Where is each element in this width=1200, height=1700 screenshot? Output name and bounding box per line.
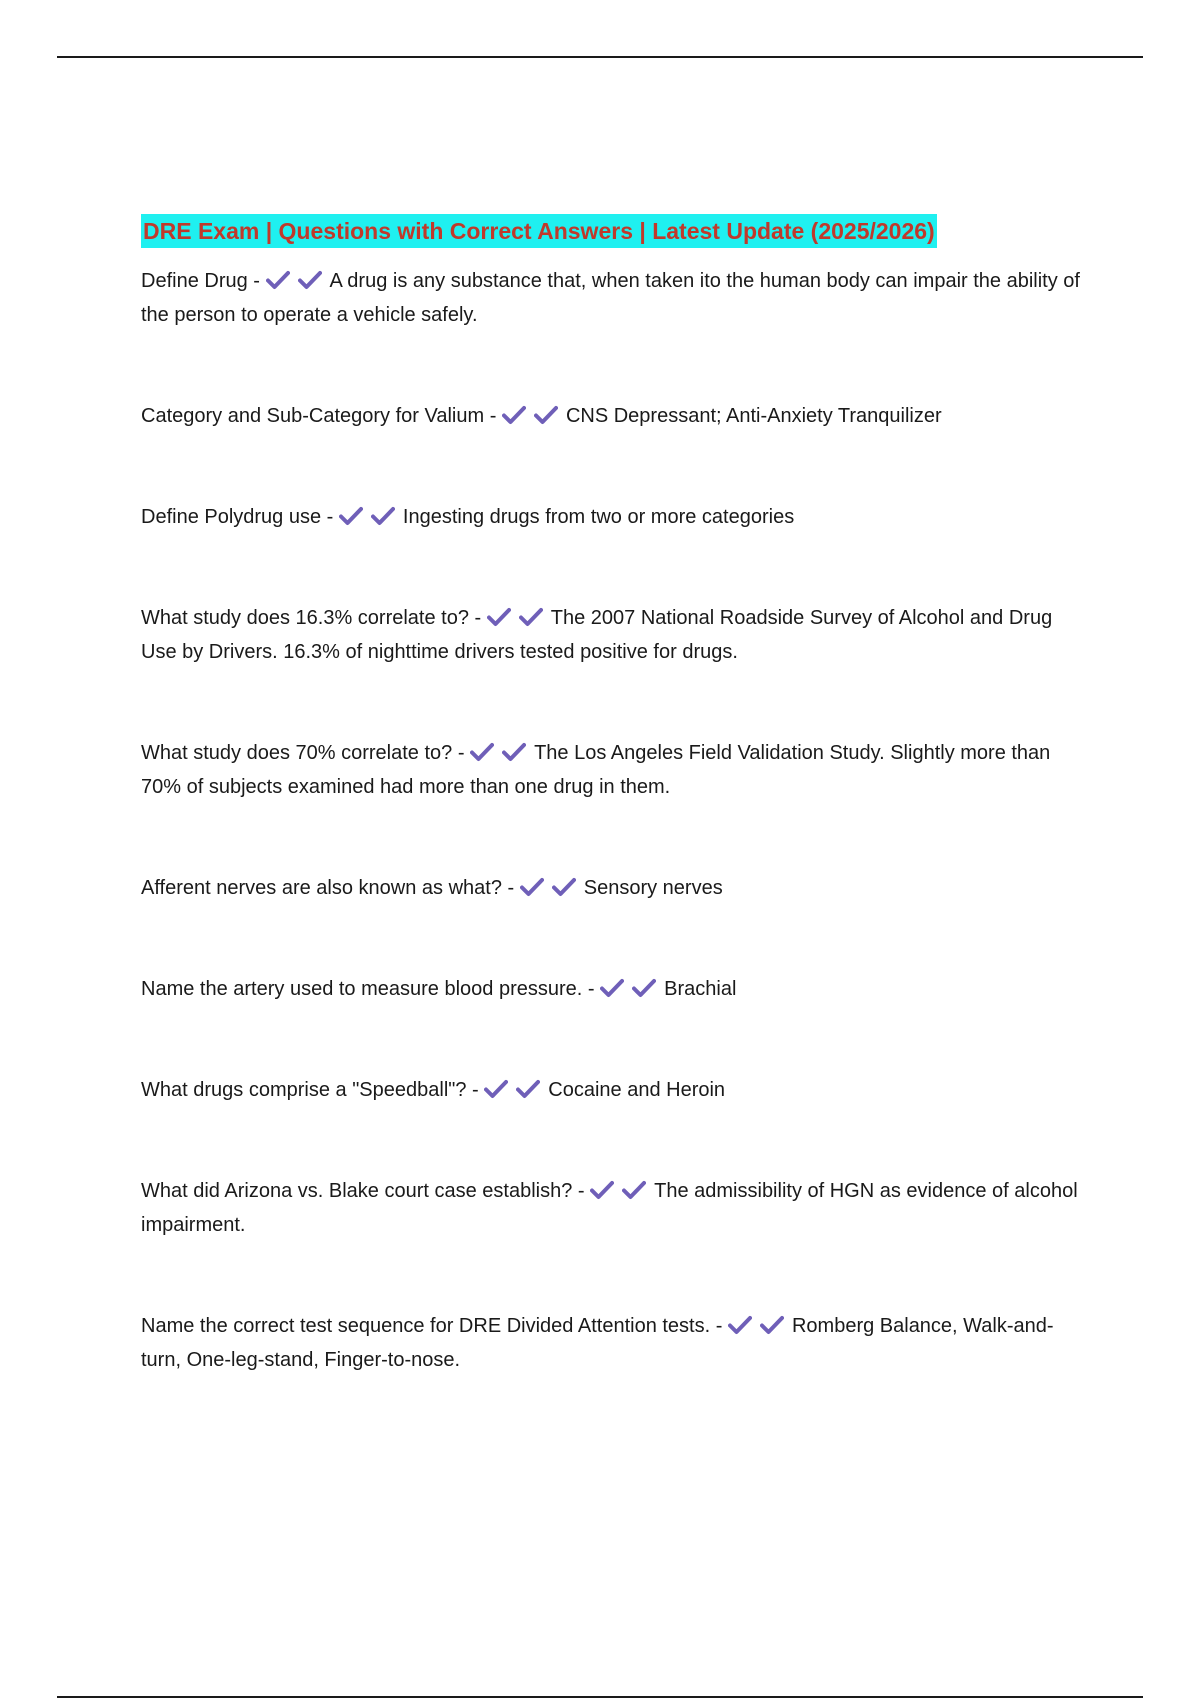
answer-text: Ingesting drugs from two or more categories (402, 506, 795, 528)
answer-text: Brachial (664, 978, 737, 1000)
question-text: Define Polydrug use (141, 506, 322, 528)
check-marks (470, 742, 534, 764)
question-text: Define Drug (141, 270, 248, 292)
answer-text: The Los Angeles Field Validation Study. Slightly more than 70% of subjects examined had more than one drug in them. (141, 742, 1051, 798)
check-marks (600, 978, 664, 1000)
answer-text: The admissibility of HGN as evidence of alcohol impairment. (141, 1180, 1078, 1236)
qa-item (141, 500, 1081, 534)
separator: - (472, 1079, 479, 1101)
document-title: DRE Exam | Questions with Correct Answers | Latest Update (2025/2026) (141, 214, 937, 248)
check-mark-icon (590, 1180, 614, 1200)
check-marks (728, 1315, 792, 1337)
bottom-rule (57, 1696, 1143, 1698)
answer-text: Sensory nerves (583, 877, 723, 899)
answer-text: The 2007 National Roadside Survey of Alcohol and Drug Use by Drivers. 16.3% of nighttime drivers tested positive for drugs. (141, 607, 1053, 663)
check-mark-icon (339, 506, 363, 526)
check-mark-icon (502, 405, 526, 425)
check-mark-icon (484, 1079, 508, 1099)
check-marks (266, 270, 330, 292)
qa-item (141, 264, 1081, 332)
question-text: What study does 16.3% correlate to? (141, 607, 469, 629)
answer-text: Romberg Balance, Walk-and-turn, One-leg-stand, Finger-to-nose. (141, 1315, 1054, 1371)
check-mark-icon (519, 607, 543, 627)
separator: - (489, 405, 497, 427)
answer-text: Cocaine and Heroin (548, 1079, 726, 1101)
qa-item (141, 871, 1081, 905)
check-mark-icon (487, 607, 511, 627)
answer-text: A drug is any substance that, when taken ito the human body can impair the ability of the person to operate a vehicle safely. (141, 270, 1080, 326)
answer-text: CNS Depressant; Anti-Anxiety Tranquilizer (565, 405, 942, 427)
qa-list (141, 264, 1081, 1377)
check-mark-icon (760, 1315, 784, 1335)
separator: - (577, 1180, 585, 1202)
qa-item (141, 601, 1081, 669)
question-text: What study does 70% correlate to? (141, 742, 453, 764)
check-mark-icon (298, 270, 322, 290)
check-mark-icon (552, 877, 576, 897)
question-text: Afferent nerves are also known as what? (141, 877, 502, 899)
check-marks (484, 1079, 548, 1101)
qa-item (141, 1309, 1081, 1377)
document-body (141, 214, 1081, 1377)
check-mark-icon (516, 1079, 540, 1099)
separator: - (474, 607, 482, 629)
check-mark-icon (632, 978, 656, 998)
check-mark-icon (470, 742, 494, 762)
separator: - (326, 506, 334, 528)
qa-item (141, 972, 1081, 1006)
check-marks (590, 1180, 654, 1202)
separator: - (715, 1315, 723, 1337)
question-text: Name the artery used to measure blood pressure. (141, 978, 583, 1000)
check-mark-icon (534, 405, 558, 425)
check-mark-icon (600, 978, 624, 998)
separator: - (507, 877, 515, 899)
check-mark-icon (502, 742, 526, 762)
qa-item (141, 1174, 1081, 1242)
check-mark-icon (266, 270, 290, 290)
question-text: What did Arizona vs. Blake court case establish? (141, 1180, 573, 1202)
check-marks (487, 607, 551, 629)
check-marks (502, 405, 566, 427)
question-text: Name the correct test sequence for DRE Divided Attention tests. (141, 1315, 711, 1337)
check-mark-icon (622, 1180, 646, 1200)
question-text: What drugs comprise a "Speedball"? (141, 1079, 467, 1101)
question-text: Category and Sub-Category for Valium (141, 405, 485, 427)
check-mark-icon (371, 506, 395, 526)
qa-item (141, 1073, 1081, 1107)
qa-item (141, 399, 1081, 433)
check-mark-icon (728, 1315, 752, 1335)
check-marks (520, 877, 584, 899)
separator: - (457, 742, 465, 764)
qa-item (141, 736, 1081, 804)
top-rule (57, 56, 1143, 58)
separator: - (253, 270, 260, 292)
separator: - (587, 978, 595, 1000)
check-mark-icon (520, 877, 544, 897)
check-marks (339, 506, 403, 528)
